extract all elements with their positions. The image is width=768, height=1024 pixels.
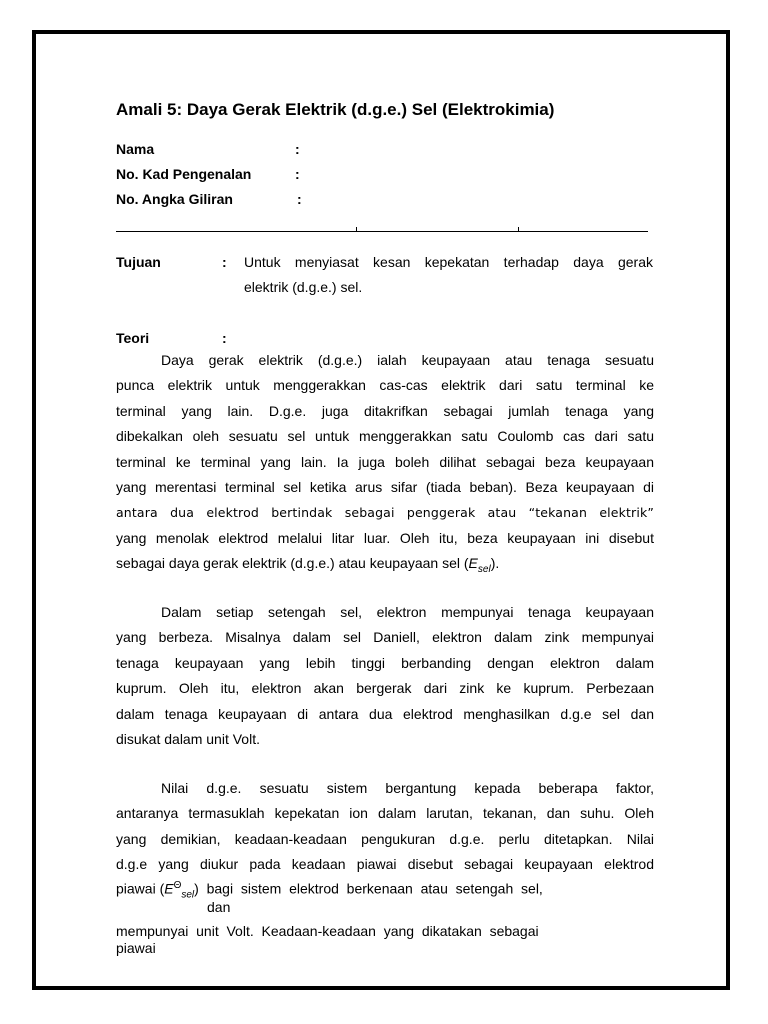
- separator-tick: [356, 227, 357, 232]
- text-run: sebagai daya gerak elektrik (d.g.e.) atau keupayaan sel (: [116, 555, 469, 572]
- separator-tick: [518, 227, 519, 232]
- paragraph-line: antaranya termasuklah kepekatan ion dalam larutan, tekanan, dan suhu. Oleh: [116, 805, 654, 822]
- paragraph-line: yang merentasi terminal sel ketika arus sifar (tiada beban). Beza keupayaan di: [116, 478, 654, 495]
- tujuan-text: [244, 250, 653, 301]
- paragraph-line: Daya gerak elektrik (d.g.e.) ialah keupayaan atau tenaga sesuatu: [161, 352, 654, 368]
- paragraph-line: yang demikian, keadaan-keadaan pengukuran d.g.e. perlu ditetapkan. Nilai: [116, 830, 654, 847]
- paragraph-line: kuprum. Oleh itu, elektron akan bergerak dari zink ke kuprum. Perbezaan: [116, 680, 654, 697]
- separator-line: [116, 231, 648, 232]
- dan-word: dan: [207, 899, 231, 915]
- paragraph-line: yang berbeza. Misalnya dalam sel Daniell, elektron dalam zink mempunyai: [116, 629, 654, 646]
- paragraph-line: d.g.e yang diukur pada keadaan piawai disebut sebagai keupayaan elektrod: [116, 856, 654, 873]
- symbol-e: E: [164, 880, 174, 897]
- paragraph-line: dalam tenaga keupayaan di antara dua elektrod menghasilkan d.g.e sel dan: [116, 705, 654, 722]
- text-run: ).: [490, 555, 500, 572]
- paragraph-line: terminal yang lain. D.g.e. juga ditakrifkan sebagai jumlah tenaga yang: [116, 402, 654, 419]
- paragraph-line: [116, 551, 654, 576]
- teori-colon: :: [222, 330, 227, 346]
- paragraph-line: disukat dalam unit Volt.: [116, 730, 260, 747]
- tujuan-label: Tujuan: [116, 254, 161, 270]
- tujuan-colon: :: [222, 254, 227, 270]
- tujuan-line: elektrik (d.g.e.) sel.: [244, 279, 363, 296]
- symbol-standard: Θ: [173, 880, 182, 891]
- text-run: ) bagi sistem elektrod berkenaan atau setengah sel,: [194, 880, 543, 897]
- last-line: mempunyai unit Volt. Keadaan-keadaan yang dikatakan sebagai: [116, 923, 539, 939]
- paragraph-line: antara dua elektrod bertindak sebagai penggerak atau “tekanan elektrik”: [116, 505, 654, 521]
- field-label-nama: Nama: [116, 141, 155, 157]
- field-label-kad: No. Kad Pengenalan: [116, 166, 252, 182]
- tujuan-line: Untuk menyiasat kesan kepekatan terhadap daya gerak: [244, 254, 653, 270]
- paragraph-line: tenaga keupayaan yang lebih tinggi berbanding dengan elektron dalam: [116, 654, 654, 671]
- field-colon-kad: :: [295, 166, 300, 182]
- paragraph-line: Nilai d.g.e. sesuatu sistem bergantung kepada beberapa faktor,: [161, 780, 654, 796]
- paragraph-line: yang menolak elektrod melalui litar luar. Oleh itu, beza keupayaan ini disebut: [116, 529, 654, 546]
- field-label-angka: No. Angka Giliran: [116, 191, 233, 207]
- symbol-e: E: [468, 555, 478, 572]
- paragraph-line: dibekalkan oleh sesuatu sel untuk menggerakkan satu Coulomb cas dari satu: [116, 428, 654, 445]
- field-colon-angka: :: [297, 191, 302, 207]
- symbol-sub-sel: sel: [477, 563, 491, 575]
- paragraph-line: punca elektrik untuk menggerakkan cas-cas elektrik dari satu terminal ke: [116, 377, 654, 394]
- teori-paragraph-3: [116, 776, 654, 878]
- piawai-line: [116, 880, 624, 900]
- text-run: piawai (: [116, 880, 165, 897]
- paragraph-line: Dalam setiap setengah sel, elektron mempunyai tenaga keupayaan: [161, 604, 654, 620]
- teori-paragraph-2: [116, 600, 654, 752]
- symbol-sub-sel: sel: [181, 889, 195, 901]
- teori-paragraph-1: [116, 348, 654, 577]
- piawai-word: piawai: [116, 940, 156, 956]
- paragraph-line: terminal ke terminal yang lain. Ia juga boleh dilihat sebagai beza keupayaan: [116, 453, 654, 470]
- page-title: Amali 5: Daya Gerak Elektrik (d.g.e.) Sel (Elektrokimia): [116, 100, 555, 119]
- teori-label: Teori: [116, 330, 150, 346]
- field-colon-nama: :: [295, 141, 300, 157]
